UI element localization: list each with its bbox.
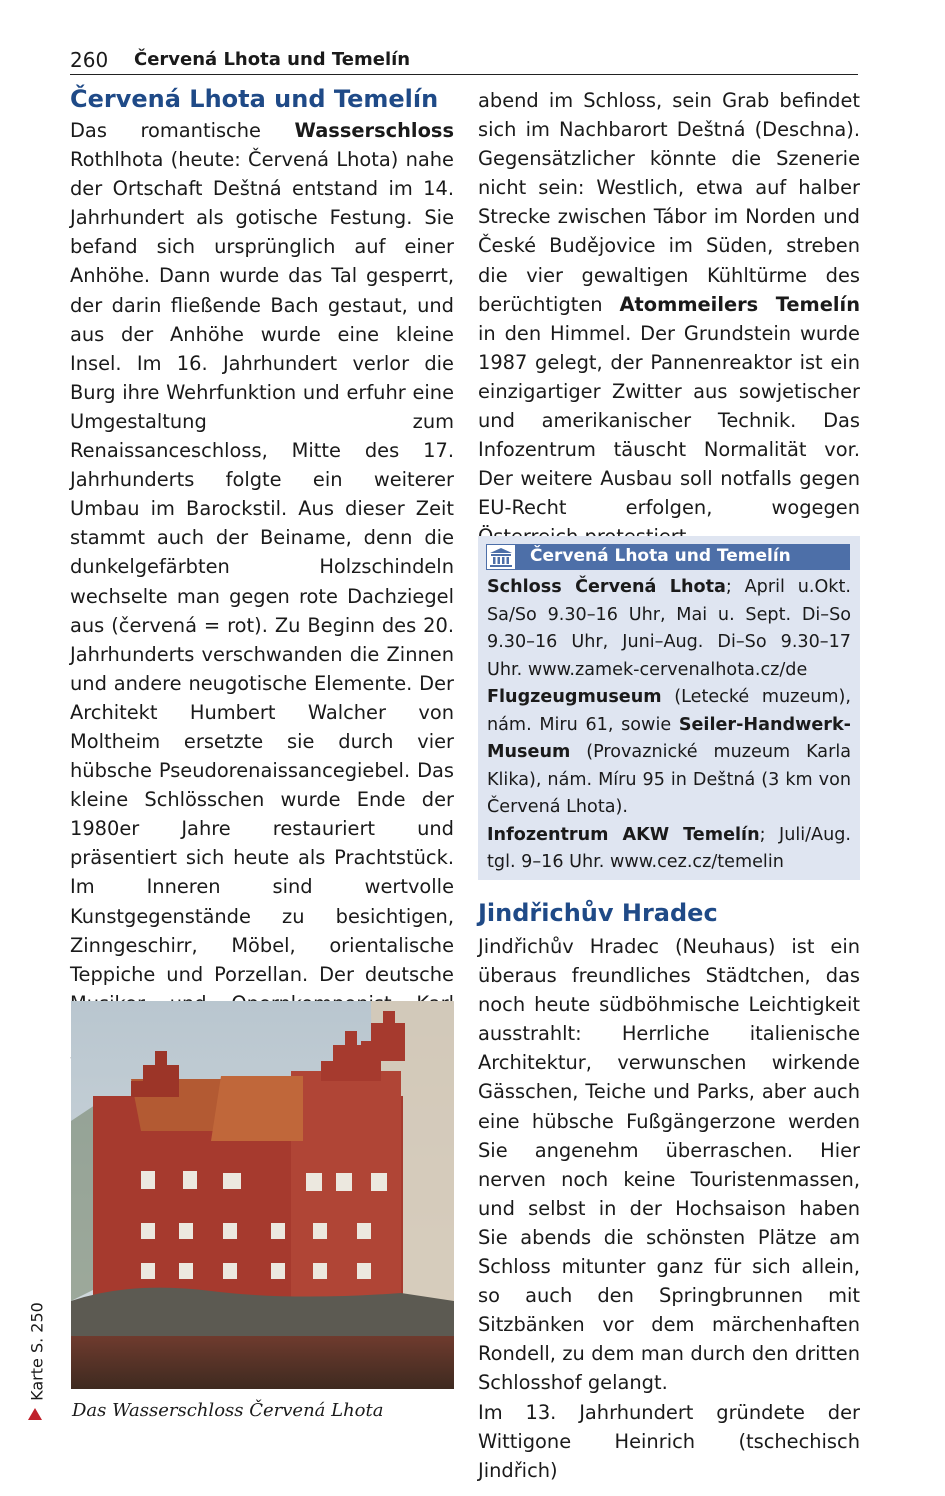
info-box-title: Červená Lhota und Temelín <box>530 546 791 566</box>
page-number: 260 <box>70 48 109 72</box>
right-column <box>478 86 860 552</box>
body-paragraph <box>478 86 860 552</box>
left-column <box>70 84 454 1076</box>
entry-name: Flugzeugmuseum <box>487 687 662 707</box>
info-box-header <box>486 544 850 570</box>
section-heading: Jindřichův Hradec <box>478 899 718 927</box>
info-box <box>478 536 860 880</box>
bold-term: Wasserschloss <box>294 119 454 142</box>
entry-name: Seiler-Handwerk-Museum <box>487 714 851 762</box>
entry-name: Schloss Červená Lhota <box>487 577 726 597</box>
text-run: Das romantische <box>70 119 295 142</box>
running-title: Červená Lhota und Temelín <box>134 49 411 70</box>
castle-photo <box>71 1001 454 1389</box>
triangle-marker-icon <box>28 1408 42 1420</box>
photo-caption: Das Wasserschloss Červená Lhota <box>72 1400 384 1421</box>
text-run: Rothlhota (heute: Červená Lhota) nahe der Ortschaft Deštná entstand im 14. Jahrhundert als gotische Festung. Sie befand sich ursprünglich auf einer Anhöhe. Dann wurde das Tal gesperrt, der darin fließende Bach gestaut, und aus der Anhöhe wurde eine kleine Insel. Im 16. Jahrhundert verlor die Burg ihre Wehrfunktion und erfuhr eine Umgestaltung zum Renaissanceschloss, Mitte des 17. Jahrhunderts folgte ein weiterer Umbau im Barockstil. Aus dieser Zeit stammt auch der Beiname, denn die dunkelgefärbten Holzschindeln wechselte man gegen rote Dachziegel aus (červená = rot). Zu Beginn des 20. Jahrhunderts verschwanden die Zinnen und andere neugotische Elemente. Der Architekt Humbert Walcher von Moltheim ersetzte sie durch vier hübsche Pseudorenaissancegiebel. Das kleine Schlösschen wurde Ende der 1980er Jahre restauriert und präsentiert sich heute als Prachtstück. Im Inneren sind wertvolle Kunstgegenstände zu besichtigen, Zinngeschirr, Möbel, orientalische Teppiche und Porzellan. Der deutsche <box>70 148 454 986</box>
info-entry <box>487 574 851 684</box>
text-run: in den Himmel. Der Grundstein wurde 1987 gelegt, der Pannenreaktor ist ein einzigartiger Zwitter aus sowjetischer und amerikanischer Technik. Das Infozentrum täuscht Normalität vor. Der weitere Ausbau soll notfalls gegen EU-Recht erfolgen, wogegen <box>478 321 860 520</box>
info-entry <box>487 822 851 877</box>
text-run: abend im Schloss, sein Grab befindet sich im Nachbarort Deštná (Deschna). Gegensätzlicher könnte die Szenerie nicht sein: Westlich, etwa auf halber Strecke zwischen Tábor im Norden und České Budějovice im Süden, streben die vier gewaltigen Kühltürme des berüchtigten <box>478 89 860 316</box>
body-paragraph <box>70 116 454 1076</box>
info-entry <box>487 684 851 822</box>
page-header <box>70 44 858 75</box>
right-column-lower <box>478 932 860 1485</box>
entry-details: ; April u.Okt. Sa/So 9.30–16 Uhr, Mai u. Sept. Di–So 9.30–16 Uhr, Juni–Aug. Di–So 9.30–17 Uhr. www.zamek-cervenalhota.cz/de <box>487 577 851 680</box>
entry-details: (Letecké muzeum), nám. Miru 61, sowie <box>487 687 851 735</box>
info-box-body <box>487 574 851 877</box>
entry-name: Infozentrum AKW Temelín <box>487 824 760 845</box>
entry-details: ; Juli/Aug. tgl. 9–16 Uhr. www.cez.cz/temelin <box>487 824 851 872</box>
entry-details: (Provaznické muzeum Karla Klika), nám. Míru 95 in Deštná (3 km von Červená Lhota). <box>487 742 851 817</box>
museum-icon <box>486 544 516 570</box>
bold-term: Atommeilers Temelín <box>619 292 860 316</box>
body-paragraph: Jindřichův Hradec (Neuhaus) ist ein überaus freundliches Städtchen, das noch heute südböhmische Leichtigkeit ausstrahlt: Herrliche italienische Architektur, verwunschen wirkende Gässchen, Teiche und Parks, aber auch eine hübsche Fußgängerzone werden Sie angenehm überraschen. Hier nerven noch keine Touristenmassen, und selbst in der Hochsaison haben Sie abends die schönsten Plätze am Schloss mitunter ganz für sich allein, so auch den Springbrunnen mit Sitzbänken vor dem märchenhaften Rondell, zu dem man durch den dritten Schlosshof gelangt. <box>478 935 860 1395</box>
map-reference-label: Karte S. 250 <box>27 1302 47 1401</box>
section-heading: Červená Lhota und Temelín <box>70 85 439 113</box>
body-paragraph: Im 13. Jahrhundert gründete der Wittigone Heinrich (tschechisch Jindřich) <box>478 1400 860 1482</box>
